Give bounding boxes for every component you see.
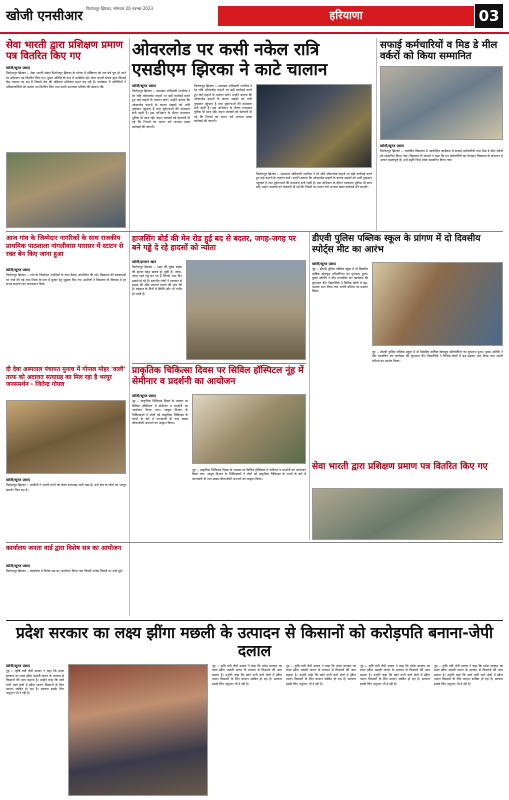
story1-body: खोजी/सूरज प्रसाद फिरोजपुर झिरका :- सेवा भारती संस्था फिरोजपुर झिरका के प्रांगण में वर्षिकाय को एक वर्ष पूरा हो जाने पर प्रशिक्षण पत्र वितरित किए गए। मुख्य अतिथि के रूप में उपस्थित रहे। सेवा भारती संस्था द्वारा सिलाई केंद्र चलाया जा रहा है जिसमें क्षेत्र की महिलाएं प्रशिक्षण प्राप्त कर रही हैं। कार्यक्रम में अतिथियों ने प्रशिक्षणार्थियों को प्रमाण पत्र वितरित किए तथा उनके उज्ज्वल भविष्य की कामना की। — [6, 66, 126, 89]
dateline: फिरोजपुर झिरका, सोमवार 20 नवम्बर 2023 — [86, 6, 154, 11]
story2-headline: ओवरलोड पर कसी नकेल रात्रि एसडीएम झिरका ने काटे चालान — [132, 40, 328, 80]
story11-headline: प्रदेश सरकार का लक्ष्य झींगा मछली के उत्पादन से किसानों को करोड़पति बनाना-जेपी दलाल — [15, 624, 494, 660]
story2-col-a: खोजी/सूरज प्रसाद फिरोजपुर झिरका :- उपमंडल अधिकारी नागरिक ने देर रात्रि ओवरलोड वाहनों पर बड़ी कार्रवाई करते हुए कई वाहनों के चालान काटे। उन्होंने बताया कि ओवरलोड वाहनों के कारण सड़कों को भारी नुकसान पहुंचता है तथा दुर्घटनाओं की संभावना बनी रहती है। इस अभियान के दौरान यातायात पुलिस भी साथ रही। वाहन चालकों को चेतावनी दी गई कि नियमों का पालन करें अन्यथा सख्त कार्रवाई की जाएगी। — [132, 84, 190, 129]
column-rule — [129, 38, 130, 616]
story10-byline: खोजी/सूरज प्रसाद — [6, 564, 30, 568]
story2-col-c: फिरोजपुर झिरका :- उपमंडल अधिकारी नागरिक ने देर रात्रि ओवरलोड वाहनों पर बड़ी कार्रवाई करते हुए कई वाहनों के चालान काटे। उन्होंने बताया कि ओवरलोड वाहनों के कारण सड़कों को भारी नुकसान पहुंचता है तथा दुर्घटनाओं की संभावना बनी रहती है। इस अभियान के दौरान यातायात पुलिस भी साथ रही। वाहन चालकों को चेतावनी दी गई कि नियमों का पालन करें अन्यथा सख्त कार्रवाई की जाएगी। — [256, 172, 372, 190]
story3-byline: खोजी/सूरज प्रसाद — [380, 144, 404, 148]
masthead — [0, 0, 509, 34]
story8-byline: खोजी/सूरज प्रसाद — [132, 394, 156, 398]
section-title: हरियाणा — [218, 6, 474, 26]
column-rule — [376, 38, 377, 232]
story9-photo — [312, 488, 503, 540]
story5-photo — [186, 260, 306, 360]
story6-byline: खोजी/सूरज प्रसाद — [312, 262, 336, 266]
section-rule — [6, 542, 503, 543]
story5-headline: हाजसिंग बोर्ड की मेन रोड हुई बद से बदतर, जगह-जगह पर बने गड्ढे दे रहे हादसों को न्योता — [132, 234, 296, 252]
column-rule — [309, 232, 310, 540]
story1-byline: खोजी/सूरज प्रसाद — [6, 66, 30, 70]
newspaper-brand: खोजी एनसीआर — [6, 9, 83, 24]
story2-col-b: फिरोजपुर झिरका :- उपमंडल अधिकारी नागरिक ने देर रात्रि ओवरलोड वाहनों पर बड़ी कार्रवाई करते हुए कई वाहनों के चालान काटे। उन्होंने बताया कि ओवरलोड वाहनों के कारण सड़कों को भारी नुकसान पहुंचता है तथा दुर्घटनाओं की संभावना बनी रहती है। इस अभियान के दौरान यातायात पुलिस भी साथ रही। वाहन चालकों को चेतावनी दी गई कि नियमों का पालन करें अन्यथा सख्त कार्रवाई की जाएगी। — [194, 84, 252, 124]
story8-photo — [192, 394, 306, 464]
story7-photo — [6, 400, 126, 474]
story4-byline: खोजी/सूरज प्रसाद — [6, 268, 30, 272]
story1-headline: सेवा भारती द्वारा प्रशिक्षण प्रमाण पत्र वितरित किए गए — [6, 40, 123, 62]
story8-headline: प्राकृतिक चिकित्सा दिवस पर सिविल हॉस्पिटल नूंह में सेमीनार व प्रदर्शनी का आयोजन — [132, 366, 304, 387]
story11-col-d: नूंह :- कृषि मंत्री जेपी दलाल ने कहा कि प्रदेश सरकार का लक्ष्य झींगा मछली पालन के माध्यम से किसानों की आय बढ़ाना है। उन्होंने कहा कि खारे पानी वाले क्षेत्रों में झींगा पालन किसानों के लिए वरदान साबित हो रहा है। सरकार इसके लिए अनुदान भी दे रही है। — [360, 664, 430, 686]
section-rule — [6, 231, 503, 232]
story5-byline: खोजी/इमरान खान — [132, 260, 157, 264]
story4-body: खोजी/सूरज प्रसाद फिरोजपुर झिरका :- गांव के जिम्मेदार नागरिकों के साथ बैठक आयोजित की गई। विद्यालय की समस्याओं पर चर्चा की गई तथा शिक्षा के स्तर में सुधार हेतु सुझाव दिए गए। ग्रामीणों ने विद्यालय के विकास में हर संभव सहयोग का आश्वासन दिया। — [6, 268, 126, 287]
story2-byline: खोजी/सूरज प्रसाद — [132, 84, 156, 88]
story3-body: खोजी/सूरज प्रसाद फिरोजपुर झिरका :- राजकीय विद्यालय में आयोजित कार्यक्रम में सफाई कर्मचारियों तथा मिड डे मील वर्करों को सम्मानित किया गया। विद्यालय के प्राचार्य ने कहा कि इन कर्मचारियों का योगदान विद्यालय के संचालन में अत्यंत महत्वपूर्ण है। उन्हें स्मृति चिन्ह देकर सम्मानित किया गया। — [380, 144, 503, 163]
page-number: 03 — [475, 4, 503, 28]
story11-col-b: नूंह :- कृषि मंत्री जेपी दलाल ने कहा कि प्रदेश सरकार का लक्ष्य झींगा मछली पालन के माध्यम से किसानों की आय बढ़ाना है। उन्होंने कहा कि खारे पानी वाले क्षेत्रों में झींगा पालन किसानों के लिए वरदान साबित हो रहा है। सरकार इसके लिए अनुदान भी दे रही है। — [212, 664, 282, 686]
story6-col-b: नूंह :- डीएवी पुलिस पब्लिक स्कूल में दो दिवसीय वार्षिक खेलकूद प्रतियोगिता का शुभारंभ हुआ। मुख्य अतिथि ने दीप प्रज्वलित कर कार्यक्रम की शुरुआत की। विद्यार्थियों ने विभिन्न खेलों में बढ़-चढ़कर भाग लिया तथा अपनी प्रतिभा का प्रदर्शन किया। — [372, 350, 503, 363]
story10-headline: कार्यालय जनता वार्ड द्वारा विशेष सत्र का आयोजन — [6, 544, 122, 552]
section-rule — [132, 363, 306, 364]
story11-photo — [68, 664, 208, 796]
story11-top-rule — [6, 620, 503, 621]
story3-headline: सफाई कर्मचारियों व मिड डे मील वर्करों को किया सम्मानित — [380, 40, 498, 62]
story10-body: खोजी/सूरज प्रसाद फिरोजपुर झिरका :- कार्यालय में विशेष सत्र का आयोजन किया गया जिसमें अनेक विषयों पर चर्चा हुई। — [6, 564, 126, 616]
story11-byline: खोजी/सूरज प्रसाद — [6, 664, 30, 668]
story3-photo — [380, 66, 503, 140]
story6-photo — [372, 262, 503, 346]
story2-photo — [256, 84, 372, 168]
story11-col-a: खोजी/सूरज प्रसाद नूंह :- कृषि मंत्री जेपी दलाल ने कहा कि प्रदेश सरकार का लक्ष्य झींगा मछली पालन के माध्यम से किसानों की आय बढ़ाना है। उन्होंने कहा कि खारे पानी वाले क्षेत्रों में झींगा पालन किसानों के लिए वरदान साबित हो रहा है। सरकार इसके लिए अनुदान भी दे रही है। — [6, 664, 64, 696]
story4-headline: आज गांव के जिम्मेदार नागरिकों के साथ राजकीय प्राथमिक पाठशाला नांगलीवास पारासर में स्टाटन से रक्त बेन किए जाना हुआ — [6, 234, 124, 258]
story1-photo — [6, 152, 126, 228]
story8-col-b: नूंह :- प्राकृतिक चिकित्सा दिवस के अवसर पर सिविल हॉस्पिटल में सेमीनार व प्रदर्शनी का आयोजन किया गया। आयुष विभाग के चिकित्सकों ने लोगों को प्राकृतिक चिकित्सा के लाभों के बारे में जानकारी दी तथा स्वस्थ जीवनशैली अपनाने का आह्वान किया। — [192, 468, 306, 481]
story8-col-a: खोजी/सूरज प्रसाद नूंह :- प्राकृतिक चिकित्सा दिवस के अवसर पर सिविल हॉस्पिटल में सेमीनार व प्रदर्शनी का आयोजन किया गया। आयुष विभाग के चिकित्सकों ने लोगों को प्राकृतिक चिकित्सा के लाभों के बारे में जानकारी दी तथा स्वस्थ जीवनशैली अपनाने का आह्वान किया। — [132, 394, 188, 426]
story7-headline: दी देवा अस्पताल पंचायत मुनाच में गोपाल मोहर 'वाली' तरफ को अदालत सत्याग्रह का मिल रहा है भरपूर जनसमर्थन - जितेन्द्र गोयल — [6, 366, 126, 389]
story5-col-a: खोजी/इमरान खान फिरोजपुर झिरका :- शहर की मुख्य सड़क की हालत बेहद खराब हो चुकी है। जगह-जगह गहरे गड्ढे बन गए हैं जिनसे आए दिन हादसे हो रहे हैं। स्थानीय लोगों ने प्रशासन से सड़क की शीघ्र मरम्मत कराने की मांग की है। बरसात के दिनों में स्थिति और भी गंभीर हो जाती है। — [132, 260, 182, 296]
story11-col-e: नूंह :- कृषि मंत्री जेपी दलाल ने कहा कि प्रदेश सरकार का लक्ष्य झींगा मछली पालन के माध्यम से किसानों की आय बढ़ाना है। उन्होंने कहा कि खारे पानी वाले क्षेत्रों में झींगा पालन किसानों के लिए वरदान साबित हो रहा है। सरकार इसके लिए अनुदान भी दे रही है। — [434, 664, 503, 686]
story11-col-c: नूंह :- कृषि मंत्री जेपी दलाल ने कहा कि प्रदेश सरकार का लक्ष्य झींगा मछली पालन के माध्यम से किसानों की आय बढ़ाना है। उन्होंने कहा कि खारे पानी वाले क्षेत्रों में झींगा पालन किसानों के लिए वरदान साबित हो रहा है। सरकार इसके लिए अनुदान भी दे रही है। — [286, 664, 356, 686]
story7-body: खोजी/सूरज प्रसाद फिरोजपुर झिरका :- ग्रामीणों ने अपनी मांगों को लेकर सत्याग्रह जारी रखा है। उन्हें क्षेत्र के लोगों का भरपूर समर्थन मिल रहा है। — [6, 478, 126, 492]
story9-headline: सेवा भारती द्वारा प्रशिक्षण प्रमाण पत्र वितरित किए गए — [312, 462, 488, 472]
story6-headline: डीएवी पुलिस पब्लिक स्कूल के प्रांगण में दो दिवसीय स्पोर्ट्स मीट का आरंभ — [312, 234, 481, 255]
story7-byline: खोजी/सूरज प्रसाद — [6, 478, 30, 482]
story6-col-a: खोजी/सूरज प्रसाद नूंह :- डीएवी पुलिस पब्लिक स्कूल में दो दिवसीय वार्षिक खेलकूद प्रतियोगिता का शुभारंभ हुआ। मुख्य अतिथि ने दीप प्रज्वलित कर कार्यक्रम की शुरुआत की। विद्यार्थियों ने विभिन्न खेलों में बढ़-चढ़कर भाग लिया तथा अपनी प्रतिभा का प्रदर्शन किया। — [312, 262, 368, 294]
